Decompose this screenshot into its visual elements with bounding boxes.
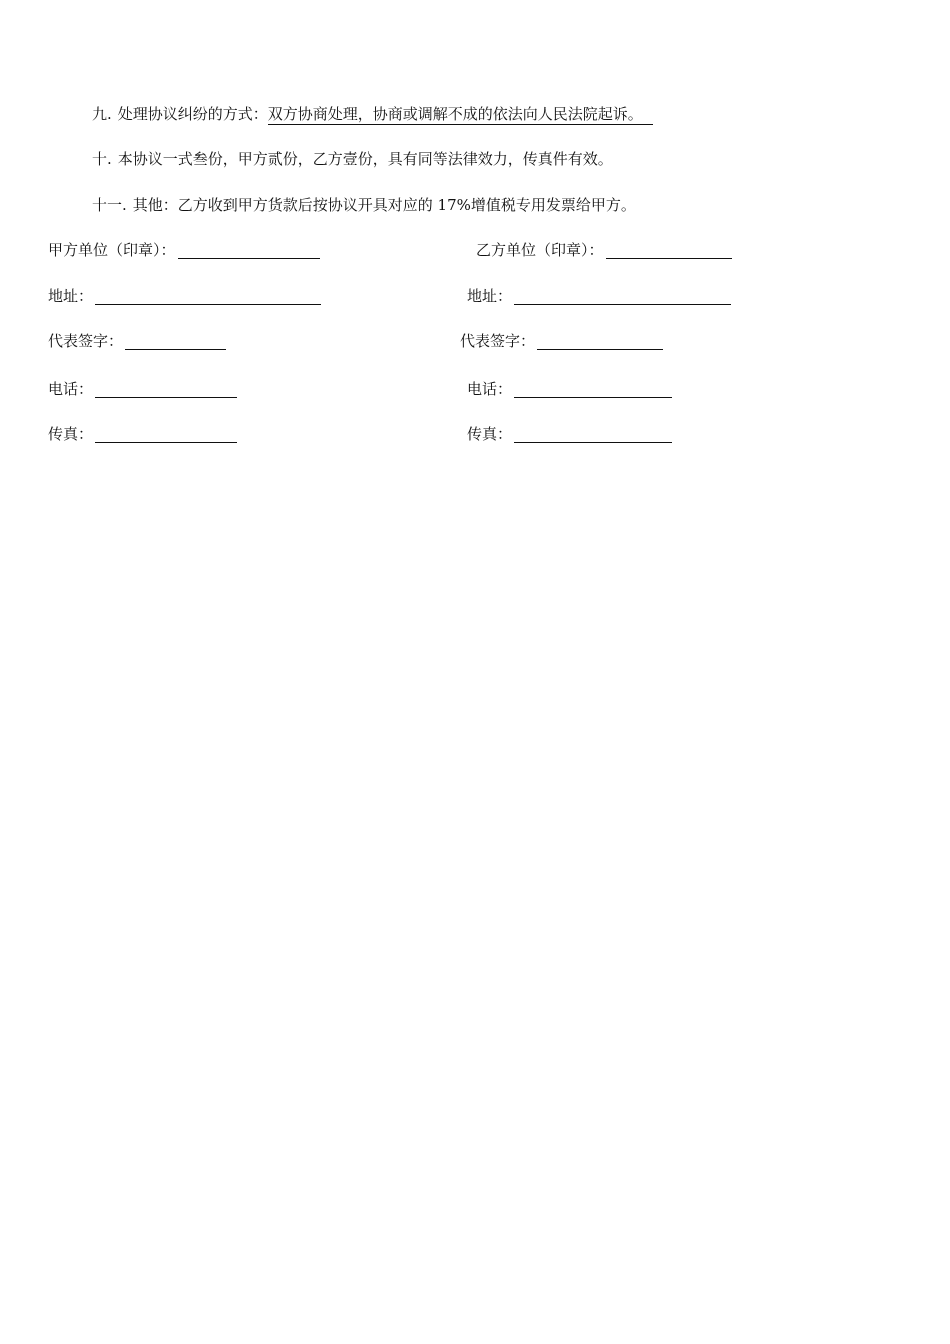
clause-ten-number: 十.: [92, 150, 112, 168]
party-a-unit-blank[interactable]: [178, 242, 320, 259]
party-b-address-field[interactable]: [467, 286, 731, 306]
party-a-fax-blank[interactable]: [95, 426, 237, 443]
party-a-address-field[interactable]: [48, 286, 321, 306]
party-b-unit-label: 乙方单位（印章）：: [476, 241, 604, 259]
party-b-signature-label: 代表签字：: [460, 332, 536, 350]
clause-nine: [92, 104, 653, 124]
party-a-fax-field[interactable]: [48, 424, 237, 444]
clause-nine-label: 处理协议纠纷的方式：: [117, 105, 268, 123]
clause-ten-text: 本协议一式叁份，甲方贰份，乙方壹份，具有同等法律效力，传真件有效。: [117, 150, 613, 168]
party-b-phone-blank[interactable]: [514, 381, 672, 398]
party-a-address-label: 地址：: [48, 287, 94, 305]
clause-eleven-number: 十一.: [92, 196, 127, 214]
party-b-phone-label: 电话：: [467, 380, 513, 398]
party-b-unit-field[interactable]: [476, 240, 732, 260]
party-b-address-label: 地址：: [467, 287, 513, 305]
clause-eleven: [92, 195, 636, 215]
party-a-signature-blank[interactable]: [125, 333, 226, 350]
party-b-fax-field[interactable]: [467, 424, 672, 444]
party-a-signature-label: 代表签字：: [48, 332, 124, 350]
party-b-signature-blank[interactable]: [537, 333, 663, 350]
party-b-unit-blank[interactable]: [606, 242, 732, 259]
clause-eleven-text: 其他：乙方收到甲方货款后按协议开具对应的 17%增值税专用发票给甲方。: [132, 196, 636, 214]
party-b-fax-label: 传真：: [467, 425, 513, 443]
party-b-fax-blank[interactable]: [514, 426, 672, 443]
party-a-address-blank[interactable]: [95, 288, 321, 305]
party-b-phone-field[interactable]: [467, 379, 672, 399]
party-b-address-blank[interactable]: [514, 288, 731, 305]
party-a-signature-field[interactable]: [48, 331, 226, 351]
clause-nine-value: 双方协商处理，协商或调解不成的依法向人民法院起诉。: [268, 105, 653, 125]
clause-nine-number: 九.: [92, 105, 112, 123]
party-a-unit-label: 甲方单位（印章）：: [48, 241, 176, 259]
party-a-unit-field[interactable]: [48, 240, 320, 260]
clause-ten: [92, 149, 613, 169]
party-a-fax-label: 传真：: [48, 425, 94, 443]
party-b-signature-field[interactable]: [460, 331, 663, 351]
party-a-phone-field[interactable]: [48, 379, 237, 399]
party-a-phone-blank[interactable]: [95, 381, 237, 398]
party-a-phone-label: 电话：: [48, 380, 94, 398]
